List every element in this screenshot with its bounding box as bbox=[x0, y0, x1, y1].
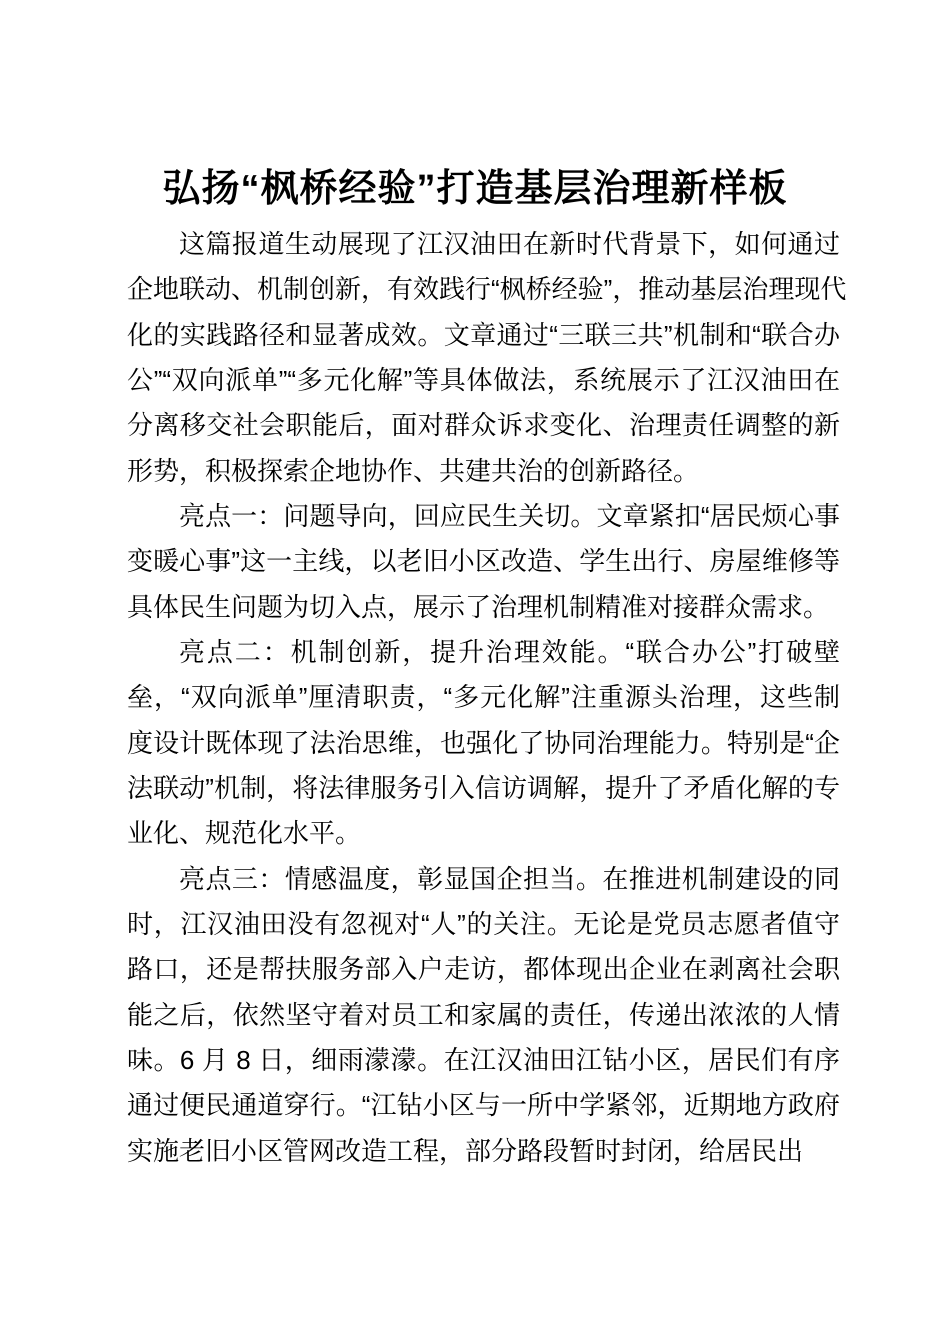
text-line: 亮点三：情感温度，彰显国企担当。在推进机制建设的同 bbox=[179, 863, 840, 894]
paragraph bbox=[127, 494, 840, 630]
text-line: 这篇报道生动展现了江汉油田在新时代背景下，如何通过 bbox=[179, 229, 840, 259]
paragraph bbox=[127, 222, 847, 494]
text-line: 变暖心事”这一主线，以老旧小区改造、学生出行、房屋维修等 bbox=[127, 546, 840, 577]
text-line: 具体民生问题为切入点，展示了治理机制精准对接群众需求。 bbox=[127, 591, 830, 622]
text-line: 化的实践路径和显著成效。文章通过“三联三共”机制和“联合办 bbox=[127, 319, 840, 350]
paragraph bbox=[127, 630, 840, 857]
text-line: 法联动”机制，将法律服务引入信访调解，提升了矛盾化解的专 bbox=[127, 772, 840, 803]
text-line: 味。6 月 8 日，细雨濛濛。在江汉油田江钻小区，居民们有序 bbox=[127, 1044, 840, 1075]
text-line: 能之后，依然坚守着对员工和家属的责任，传递出浓浓的人情 bbox=[127, 999, 840, 1030]
document-title: 弘扬“枫桥经验”打造基层治理新样板 bbox=[162, 168, 788, 210]
text-line: 分离移交社会职能后，面对群众诉求变化、治理责任调整的新 bbox=[127, 410, 840, 441]
text-line: 路口，还是帮扶服务部入户走访，都体现出企业在剥离社会职 bbox=[127, 954, 840, 985]
text-line: 公”“双向派单”“多元化解”等具体做法，系统展示了江汉油田在 bbox=[127, 364, 840, 395]
text-line: 亮点二：机制创新，提升治理效能。“联合办公”打破壁 bbox=[179, 636, 840, 667]
text-line: 时，江汉油田没有忽视对“人”的关注。无论是党员志愿者值守 bbox=[127, 908, 840, 939]
text-line: 形势，积极探索企地协作、共建共治的创新路径。 bbox=[127, 455, 700, 486]
text-line: 亮点一：问题导向，回应民生关切。文章紧扣“居民烦心事 bbox=[179, 500, 840, 531]
text-line: 业化、规范化水平。 bbox=[127, 818, 362, 849]
text-line: 通过便民通道穿行。“江钻小区与一所中学紧邻，近期地方政府 bbox=[127, 1090, 840, 1121]
document-body bbox=[127, 222, 847, 1174]
text-line: 垒，“双向派单”厘清职责，“多元化解”注重源头治理，这些制 bbox=[127, 682, 840, 713]
text-line: 企地联动、机制创新，有效践行“枫桥经验”，推动基层治理现代 bbox=[127, 274, 847, 305]
text-line: 实施老旧小区管网改造工程，部分路段暂时封闭，给居民出 bbox=[127, 1135, 804, 1166]
text-line: 度设计既体现了法治思维，也强化了协同治理能力。特别是“企 bbox=[127, 727, 840, 758]
paragraph bbox=[127, 857, 840, 1174]
